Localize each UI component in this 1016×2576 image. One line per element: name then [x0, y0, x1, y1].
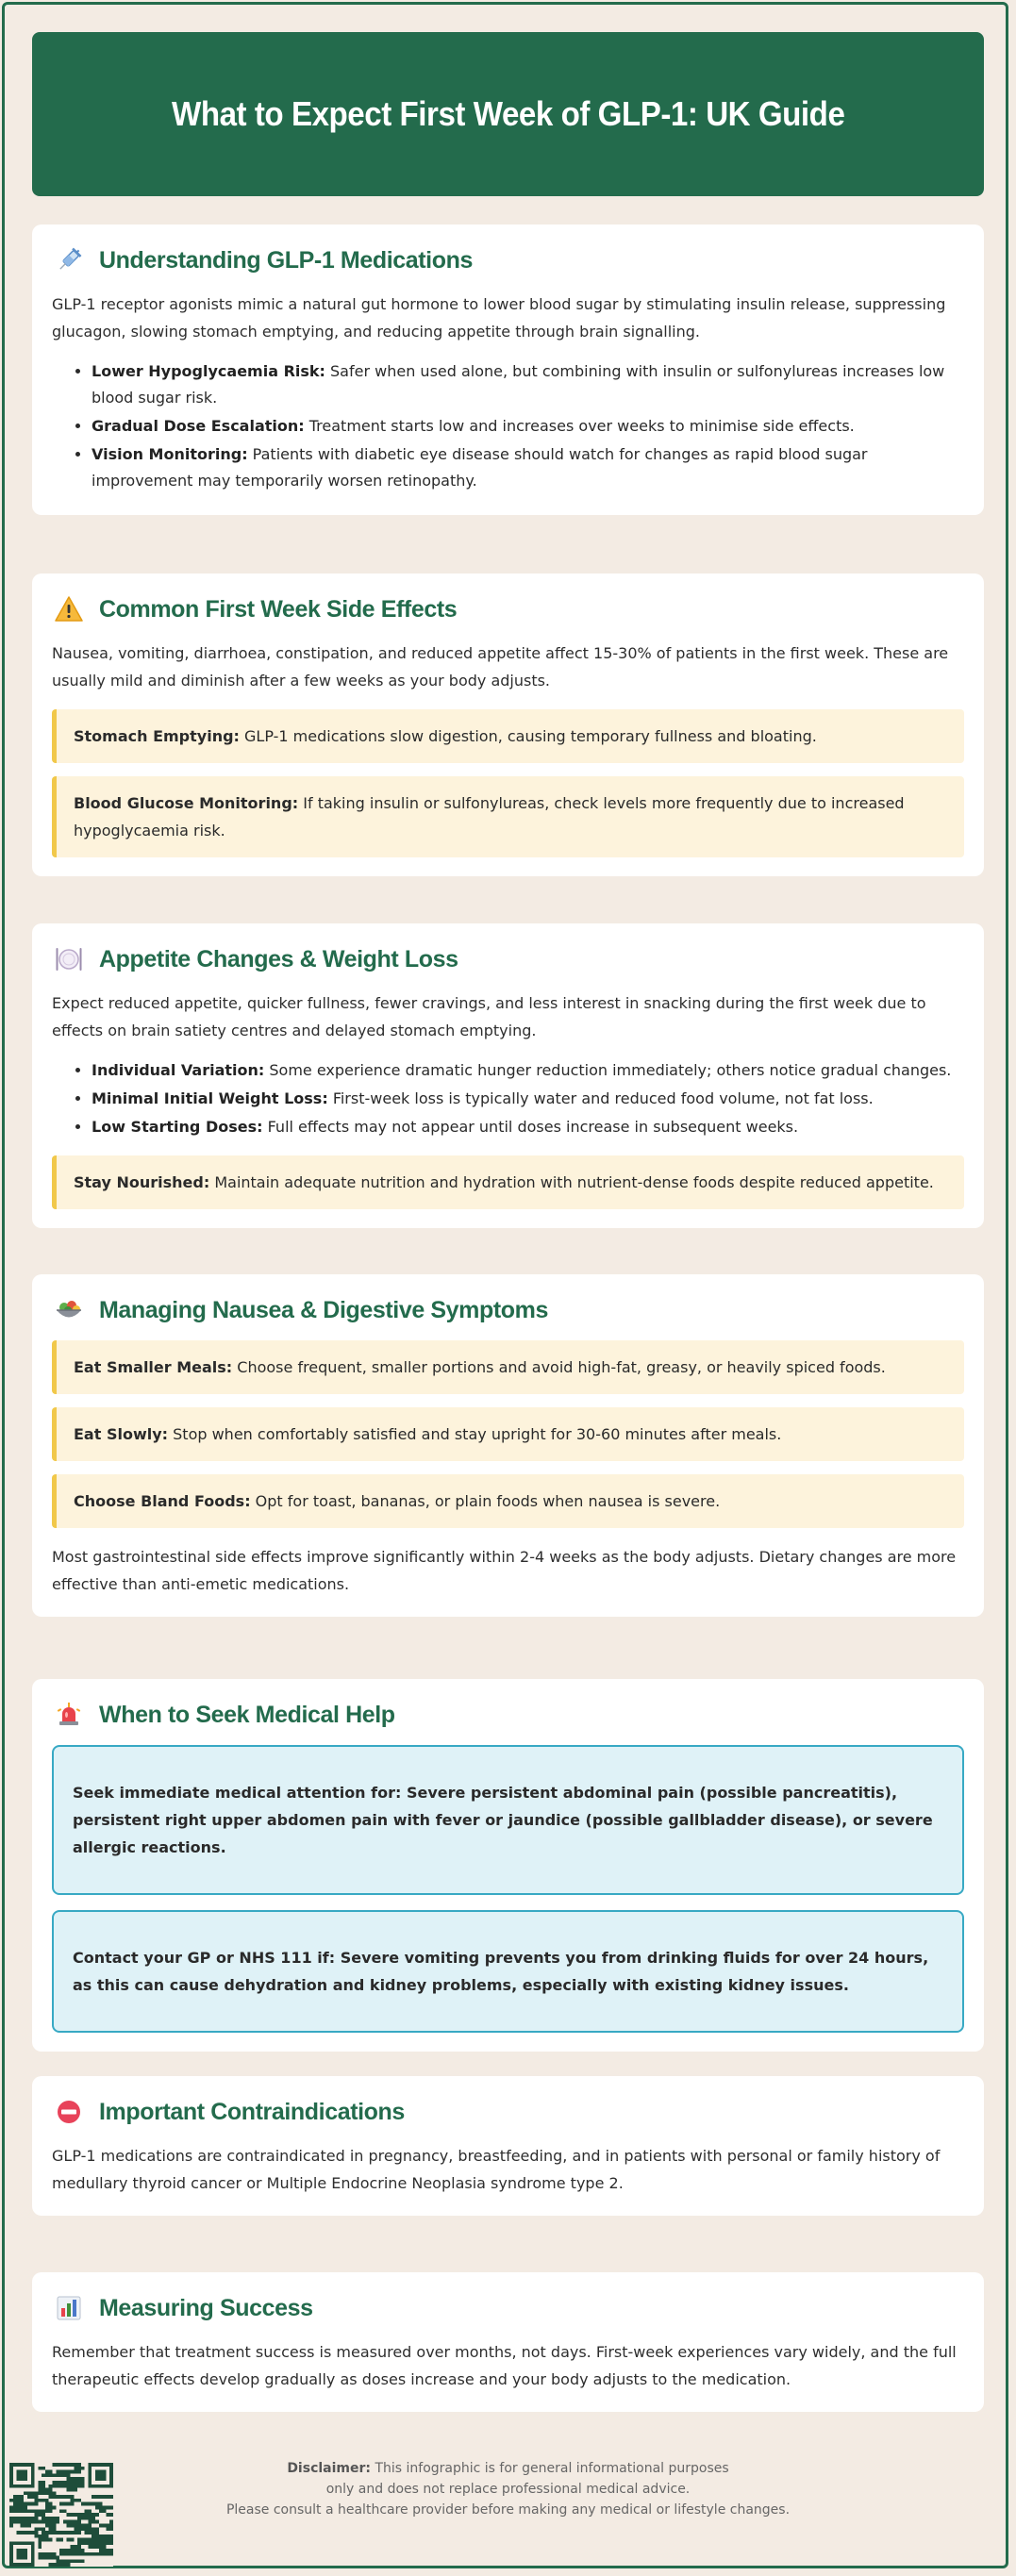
section-understanding	[32, 224, 984, 515]
section-title: Appetite Changes & Weight Loss	[99, 945, 458, 972]
info-note: Blood Glucose Monitoring: If taking insulin or sulfonylureas, check levels more frequently due to increased hypoglycaemia risk.	[52, 776, 964, 857]
section-intro: Nausea, vomiting, diarrhoea, constipation, and reduced appetite affect 15-30% of patients in the first week. These are usually mild and diminish after a few weeks as your body adjusts.	[52, 644, 949, 690]
info-note: Eat Smaller Meals: Choose frequent, smaller portions and avoid high-fat, greasy, or heavily spiced foods.	[52, 1340, 964, 1394]
section-side-effects	[32, 573, 984, 876]
list-item: • Vision Monitoring: Patients with diabetic eye disease should watch for changes as rapid blood sugar improvement may temporarily worsen retinopathy.	[92, 441, 964, 494]
gp-alert: Contact your GP or NHS 111 if: Severe vomiting prevents you from drinking fluids for over 24 hours, as this can cause dehydration and kidney problems, especially with existing kidney issues.	[52, 1910, 964, 2033]
section-appetite	[32, 923, 984, 1228]
section-title: Common First Week Side Effects	[99, 595, 458, 623]
section-title: Measuring Success	[99, 2294, 313, 2321]
plate-cutlery-icon	[52, 942, 86, 976]
section-nausea	[32, 1274, 984, 1617]
point-list	[52, 358, 964, 494]
section-intro: GLP-1 medications are contraindicated in pregnancy, breastfeeding, and in patients with personal or family history of medullary thyroid cancer or Multiple Endocrine Neoplasia syndrome type 2.	[52, 2147, 941, 2192]
list-item: • Low Starting Doses: Full effects may not appear until doses increase in subsequent weeks.	[92, 1114, 964, 1140]
section-success	[32, 2272, 984, 2412]
list-item: • Minimal Initial Weight Loss: First-week loss is typically water and reduced food volume, not fat loss.	[92, 1086, 964, 1112]
section-intro: GLP-1 receptor agonists mimic a natural gut hormone to lower blood sugar by stimulating insulin release, suppressing glucagon, slowing stomach emptying, and reducing appetite through brain signalling.	[52, 295, 946, 341]
point-list	[52, 1057, 964, 1140]
urgent-alert: Seek immediate medical attention for: Severe persistent abdominal pain (possible pancreatitis), persistent right upper abdomen pain with fever or jaundice (possible gallbladder disease), or severe allergic reactions.	[52, 1745, 964, 1895]
section-title: When to Seek Medical Help	[99, 1701, 395, 1728]
list-item: • Lower Hypoglycaemia Risk: Safer when used alone, but combining with insulin or sulfonylureas increases low blood sugar risk.	[92, 358, 964, 411]
section-intro: Expect reduced appetite, quicker fullness, fewer cravings, and less interest in snacking during the first week due to effects on brain satiety centres and delayed stomach emptying.	[52, 994, 926, 1039]
list-item: • Gradual Dose Escalation: Treatment starts low and increases over weeks to minimise side effects.	[92, 413, 964, 440]
section-outro: Most gastrointestinal side effects improve significantly within 2-4 weeks as the body adjusts. Dietary changes are more effective than anti-emetic medications.	[52, 1548, 957, 1593]
disclaimer: Disclaimer: This infographic is for general informational purposes only and does not replace professional medical advice. Please consult a healthcare provider before making any medical or lifestyle changes.	[225, 2461, 791, 2518]
section-title: Important Contraindications	[99, 2098, 405, 2125]
info-note: Stomach Emptying: GLP-1 medications slow digestion, causing temporary fullness and bloating.	[52, 709, 964, 763]
list-item: • Individual Variation: Some experience dramatic hunger reduction immediately; others notice gradual changes.	[92, 1057, 964, 1084]
disclaimer-label: Disclaimer:	[287, 2461, 371, 2476]
info-note: Choose Bland Foods: Opt for toast, bananas, or plain foods when nausea is severe.	[52, 1474, 964, 1528]
warning-icon	[52, 592, 86, 626]
section-intro: Remember that treatment success is measured over months, not days. First-week experiences vary widely, and the full therapeutic effects develop gradually as doses increase and your body adjusts to the medication.	[52, 2343, 957, 2388]
section-medical-help	[32, 1679, 984, 2052]
syringe-icon	[52, 243, 86, 277]
page-title: What to Expect First Week of GLP-1: UK Guide	[171, 94, 845, 133]
bar-chart-icon	[52, 2291, 86, 2325]
section-title: Understanding GLP-1 Medications	[99, 246, 473, 274]
info-note: Eat Slowly: Stop when comfortably satisfied and stay upright for 30-60 minutes after meals.	[52, 1407, 964, 1461]
section-contraindications	[32, 2076, 984, 2216]
salad-bowl-icon	[52, 1293, 86, 1327]
info-note: Stay Nourished: Maintain adequate nutrition and hydration with nutrient-dense foods despite reduced appetite.	[52, 1155, 964, 1209]
section-title: Managing Nausea & Digestive Symptoms	[99, 1296, 549, 1323]
page-header	[32, 32, 984, 196]
no-entry-icon	[52, 2095, 86, 2129]
siren-icon	[52, 1698, 86, 1732]
